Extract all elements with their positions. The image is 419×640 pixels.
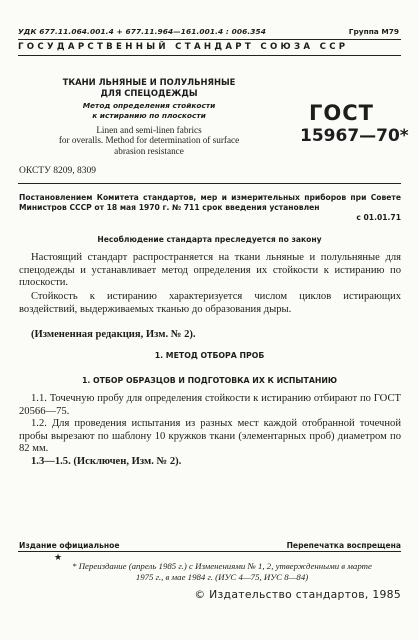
title-ru-line2: ДЛЯ СПЕЦОДЕЖДЫ: [100, 88, 198, 98]
clause-1-2: 1.2. Для проведения испытания из разных мест каждой отобранной точечной пробы вырезают по шаблону 10 кружков ткани (элементарных проб) диаметром по 82 мм.: [19, 418, 401, 455]
gost-label: ГОСТ: [309, 101, 374, 125]
title-ru: [30, 77, 268, 99]
group-code: Группа М79: [348, 27, 399, 36]
decree-date: с 01.01.71: [356, 213, 401, 222]
subtitle-ru-line2: к истиранию по плоскости: [92, 111, 206, 120]
intro-amendment: (Измененная редакция, Изм. № 2).: [31, 329, 196, 340]
banner-rule: [18, 55, 401, 56]
title-en: [30, 125, 268, 156]
title-ru-line1: ТКАНИ ЛЬНЯНЫЕ И ПОЛУЛЬНЯНЫЕ: [62, 77, 236, 87]
subtitle-ru-line1: Метод определения стойкости: [82, 101, 216, 110]
gost-number: 15967—70*: [300, 126, 409, 146]
footer-rule: [18, 551, 401, 552]
decree-text: Постановлением Комитета стандартов, мер и измерительных приборов при Совете Министров СССР от 18 мая 1970 г. № 711 срок введения установлен: [19, 193, 401, 213]
star-icon: ★: [54, 553, 63, 563]
copyright-line: © Издательство стандартов, 1985: [194, 588, 401, 601]
intro-paragraph-2: Стойкость к истиранию характеризуется числом циклов истирающих воздействий, выдерживаемых тканью до образования дыры.: [19, 291, 401, 315]
intro-paragraph-1: Настоящий стандарт распространяется на ткани льняные и полульняные для спецодежды и устанавливает метод определения их стойкости к истиранию по плоскости.: [19, 252, 401, 289]
subtitle-ru: [30, 101, 268, 121]
okstu-codes: ОКСТУ 8209, 8309: [19, 166, 96, 176]
section-1-title: 1. МЕТОД ОТБОРА ПРОБ: [154, 351, 265, 360]
okstu-rule: [18, 183, 401, 184]
clause-1-3-1-5: 1.3—1.5. (Исключен, Изм. № 2).: [31, 456, 182, 467]
clause-1-1: 1.1. Точечную пробу для определения стойкости к истиранию отбирают по ГОСТ 20566—75.: [19, 393, 401, 417]
law-notice: Несоблюдение стандарта преследуется по закону: [97, 235, 322, 244]
no-reprint-notice: Перепечатка воспрещена: [286, 541, 401, 550]
standard-banner: ГОСУДАРСТВЕННЫЙ СТАНДАРТ СОЮЗА ССР: [18, 42, 349, 52]
title-en-line1: Linen and semi-linen fabrics: [96, 125, 202, 135]
udk-code: УДК 677.11.064.001.4 + 677.11.964—161.001.4 : 006.354: [18, 27, 266, 36]
title-en-line2: for overalls. Method for determination of surface: [58, 135, 240, 146]
official-edition: Издание официальное: [19, 541, 120, 550]
reissue-note: * Переиздание (апрель 1985 г.) с Изменениями № 1, 2, утвержденными в марте 1975 г., в мае 1984 г. (ИУС 4—75, ИУС 8—84): [72, 561, 372, 582]
title-en-line3: abrasion resistance: [114, 145, 184, 156]
section-1-subtitle: 1. ОТБОР ОБРАЗЦОВ И ПОДГОТОВКА ИХ К ИСПЫТАНИЮ: [81, 376, 338, 385]
top-rule: [18, 39, 401, 40]
